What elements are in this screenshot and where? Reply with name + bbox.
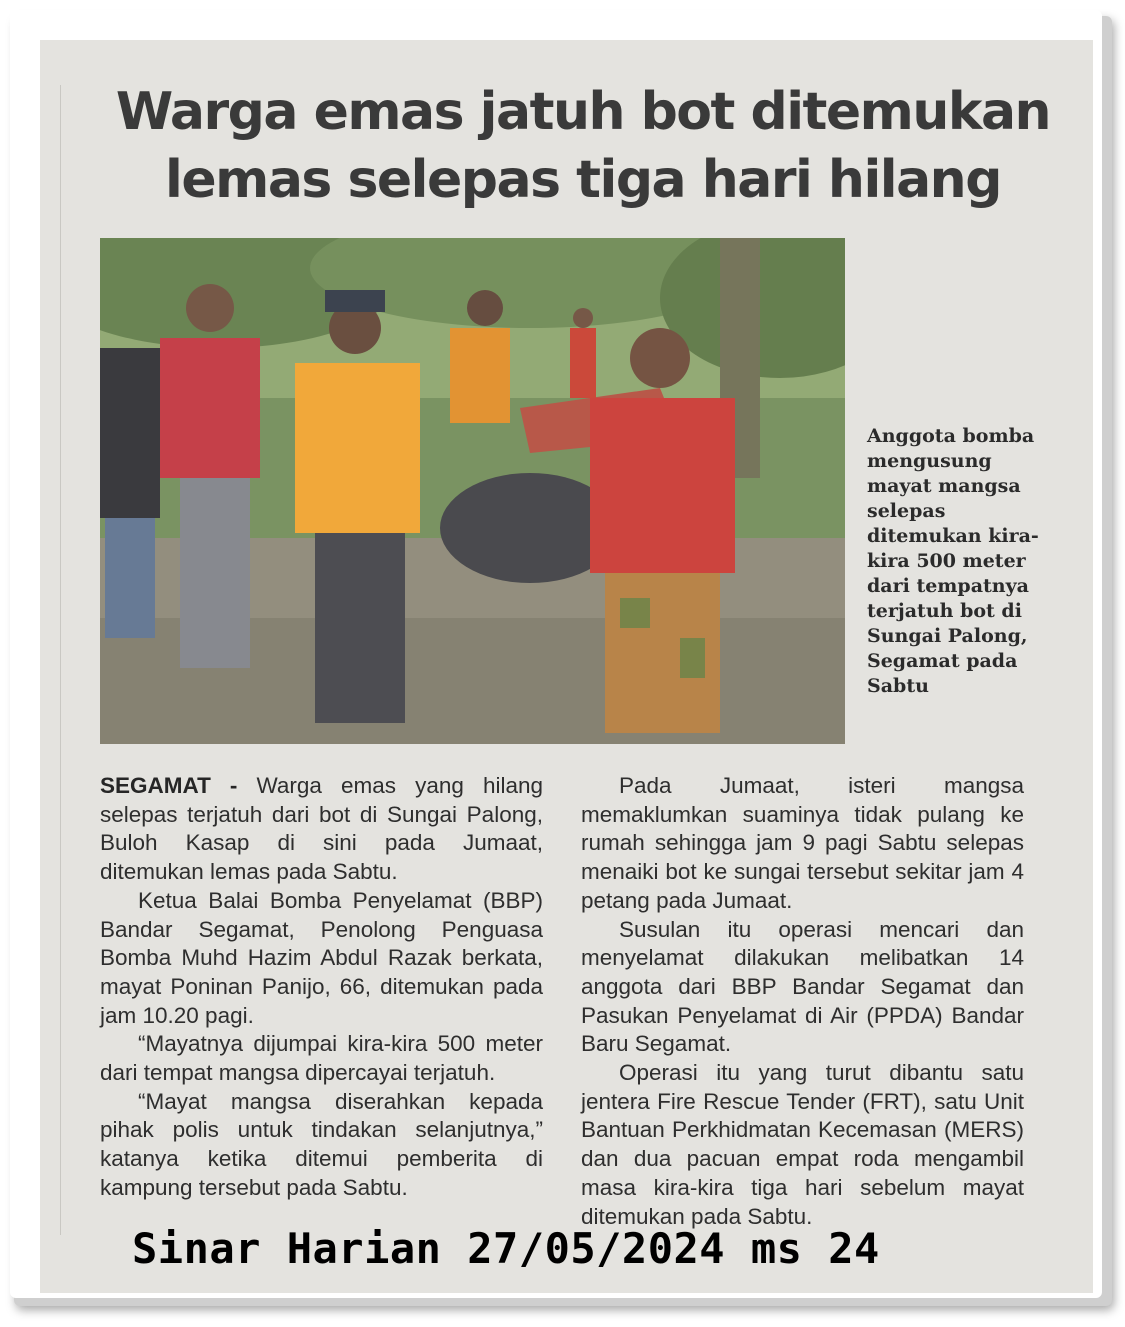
- headline-line-1: Warga emas jatuh bot ditemukan: [115, 82, 1051, 142]
- dateline: SEGAMAT -: [100, 773, 238, 798]
- lead-paragraph: [100, 772, 543, 887]
- newspaper-clipping: [40, 40, 1093, 1293]
- body-paragraph: Pada Jumaat, isteri mangsa memaklumkan suaminya tidak pulang ke rumah sehingga jam 9 pagi Sabtu selepas menaiki bot ke sungai tersebut sekitar jam 4 petang pada Jumaat.: [581, 773, 1024, 913]
- lead-text: Warga emas yang hilang selepas terjatuh dari bot di Sungai Palong, Buloh Kasap di sini pada Jumaat, ditemukan lemas pada Sabtu.: [100, 773, 543, 885]
- body-paragraph: Ketua Balai Bomba Penyelamat (BBP) Bandar Segamat, Penolong Penguasa Bomba Muhd Hazim Abdul Razak berkata, mayat Poninan Panijo, 66, ditemukan pada jam 10.20 pagi.: [100, 887, 543, 1028]
- headline: [88, 78, 1078, 214]
- photo-caption: Anggota bomba mengusung mayat mangsa selepas ditemukan kira-kira 500 meter dari tempatnya terjatuh bot di Sungai Palong, Segamat pada Sabtu: [867, 425, 1039, 697]
- article-column-right: [581, 772, 1024, 1231]
- news-photo-rescue-team: [100, 238, 845, 744]
- article-column-left: [100, 772, 543, 1203]
- clipping-frame: [10, 10, 1102, 1298]
- body-paragraph: Susulan itu operasi mencari dan menyelamat dilakukan melibatkan 14 anggota dari BBP Bandar Segamat dan Pasukan Penyelamat di Air (PPDA) Bandar Baru Segamat.: [581, 916, 1024, 1057]
- body-paragraph: Operasi itu yang turut dibantu satu jentera Fire Rescue Tender (FRT), satu Unit Bantuan Perkhidmatan Kecemasan (MERS) dan dua pacuan empat roda mengambil masa kira-kira tiga hari sebelum mayat ditemukan pada Sabtu.: [581, 1060, 1024, 1229]
- headline-line-2: lemas selepas tiga hari hilang: [165, 150, 1001, 210]
- column-rule: [60, 85, 61, 1235]
- adjacent-article-bleed: [1048, 100, 1093, 1250]
- body-paragraph: “Mayat mangsa diserahkan kepada pihak polis untuk tindakan selanjutnya,” katanya ketika ditemui pemberita di kampung tersebut pada Sabtu.: [100, 1088, 543, 1200]
- body-paragraph: “Mayatnya dijumpai kira-kira 500 meter dari tempat mangsa dipercayai terjatuh.: [100, 1031, 543, 1086]
- source-label: Sinar Harian 27/05/2024 ms 24: [132, 1224, 880, 1273]
